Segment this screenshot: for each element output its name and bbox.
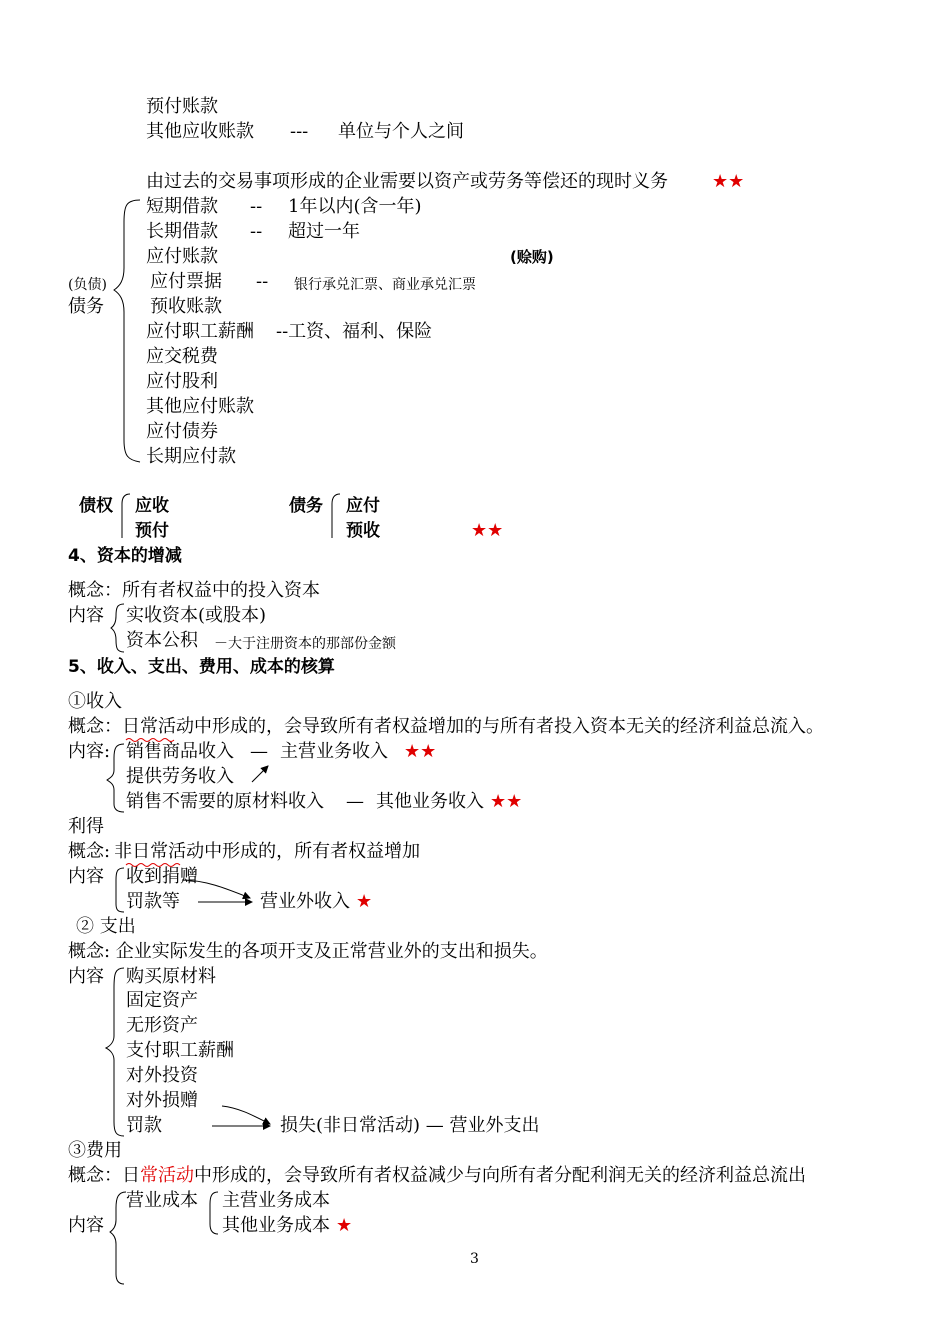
income-content-label: 内容: — [68, 741, 111, 762]
gains-target: 营业外收入 — [260, 891, 350, 912]
income-item: 提供劳务收入 — [126, 766, 234, 787]
income-item: 销售不需要的原材料收入 — [126, 791, 324, 812]
capital-brace — [111, 604, 124, 652]
section-4-heading: 4、资本的增减 — [68, 546, 182, 566]
income-arrow — [252, 766, 268, 782]
liability-item-label: 其他应付账款 — [146, 396, 254, 417]
debt-brace — [332, 494, 340, 538]
expenditure-item: 罚款 — [126, 1115, 162, 1136]
liability-item-label: 应付股利 — [146, 371, 218, 392]
liability-item-note: 1年以内(含一年) — [288, 196, 422, 217]
expense-sub-item: 其他业务成本 — [222, 1215, 330, 1236]
liability-item-label: 应付职工薪酬 — [146, 321, 254, 342]
star-rating: ★★ — [712, 171, 745, 192]
debt-item: 预收 — [346, 521, 380, 541]
capital-item: 资本公积 — [126, 630, 198, 651]
expenditure-brace — [106, 968, 124, 1136]
other-receivable-label: 其他应收账款 — [146, 121, 254, 142]
cost-brace — [210, 1192, 218, 1234]
liability-side-label-small: (负债) — [68, 277, 107, 293]
prepaid-label: 预付账款 — [146, 96, 218, 117]
expense-title: ③费用 — [68, 1140, 122, 1161]
expense-content-label: 内容 — [68, 1215, 104, 1236]
liability-item-sep: -- — [250, 196, 263, 217]
expense-sub-label: 营业成本 — [126, 1190, 198, 1211]
star-rating: ★ — [356, 891, 373, 912]
liability-item-label: 短期借款 — [146, 196, 218, 217]
liability-side-label: 债务 — [68, 296, 104, 317]
gains-title: 利得 — [68, 816, 104, 837]
expense-sub-item: 主营业务成本 — [222, 1190, 330, 1211]
section-4-concept: 概念：所有者权益中的投入资本 — [68, 580, 320, 601]
liability-item-label: 长期应付款 — [146, 446, 236, 467]
liability-item-label: 长期借款 — [146, 221, 218, 242]
expenditure-item: 无形资产 — [126, 1015, 198, 1036]
expenditure-item: 对外投资 — [126, 1065, 198, 1086]
income-item-sep: — — [250, 741, 268, 762]
liability-item-label: 应付账款 — [146, 246, 218, 267]
creditor-item: 预付 — [135, 521, 169, 541]
expenditure-title: ② 支出 — [76, 916, 136, 937]
star-rating: ★ — [336, 1215, 353, 1236]
other-receivable-note: 单位与个人之间 — [338, 121, 464, 142]
debt-label: 债务 — [289, 496, 323, 516]
income-item-target: 其他业务收入 — [376, 791, 484, 812]
liability-definition: 由过去的交易事项形成的企业需要以资产或劳务等偿还的现时义务 — [146, 171, 668, 192]
gains-item: 罚款等 — [126, 891, 180, 912]
liability-item-sep: -- — [250, 221, 263, 242]
star-rating: ★★ — [404, 741, 437, 762]
liability-item-label: 应交税费 — [146, 346, 218, 367]
liability-item-note: 银行承兑汇票、商业承兑汇票 — [294, 277, 476, 293]
expenditure-item: 固定资产 — [126, 990, 198, 1011]
income-concept: 概念：日常活动中形成的，会导致所有者权益增加的与所有者投入资本无关的经济利益总流入。 — [68, 716, 824, 737]
expenditure-arrow-top — [222, 1106, 270, 1124]
liability-item-note: 超过一年 — [288, 221, 360, 242]
expenditure-item: 对外损赠 — [126, 1090, 198, 1111]
liability-item-sep: -- — [256, 271, 269, 292]
expense-concept: 概念：日常活动中形成的，会导致所有者权益减少与向所有者分配利润无关的经济利益总流出 — [68, 1165, 806, 1186]
expenditure-target: 损失(非日常活动) — 营业外支出 — [280, 1115, 540, 1136]
income-item: 销售商品收入 — [126, 741, 234, 762]
star-rating: ★★ — [490, 791, 523, 812]
capital-item: 实收资本(或股本) — [126, 605, 267, 626]
other-receivable-sep: --- — [290, 121, 309, 142]
credit-purchase-note: (赊购) — [510, 248, 554, 266]
liability-item-label: 预收账款 — [150, 296, 222, 317]
gains-content-label: 内容 — [68, 866, 104, 887]
section-4-content-label: 内容 — [68, 605, 104, 626]
gains-brace — [116, 868, 124, 912]
expenditure-item: 支付职工薪酬 — [126, 1040, 234, 1061]
gains-item: 收到捐赠 — [126, 866, 198, 887]
liability-item-label: 应付债券 — [146, 421, 218, 442]
gains-concept: 概念: 非日常活动中形成的，所有者权益增加 — [68, 841, 421, 862]
debt-item: 应付 — [346, 496, 380, 516]
section-5-heading: 5、收入、支出、费用、成本的核算 — [68, 657, 335, 677]
liability-item-label: 应付票据 — [150, 271, 222, 292]
creditor-item: 应收 — [135, 496, 169, 516]
capital-reserve-note: －大于注册资本的那部份金额 — [214, 636, 396, 652]
expenditure-item: 购买原材料 — [126, 966, 216, 987]
expenditure-concept: 概念: 企业实际发生的各项开支及正常营业外的支出和损失。 — [68, 941, 548, 962]
expense-brace — [110, 1192, 126, 1284]
star-rating: ★★ — [471, 520, 504, 541]
income-item-target: 主营业务收入 — [280, 741, 388, 762]
creditor-label: 债权 — [79, 496, 113, 516]
liabilities-brace — [114, 200, 140, 462]
income-item-sep: — — [346, 791, 364, 812]
liability-item-note: --工资、福利、保险 — [276, 321, 433, 342]
expenditure-content-label: 内容 — [68, 966, 104, 987]
income-title: ①收入 — [68, 691, 122, 712]
creditor-brace — [122, 494, 130, 538]
page-number: 3 — [470, 1251, 479, 1267]
